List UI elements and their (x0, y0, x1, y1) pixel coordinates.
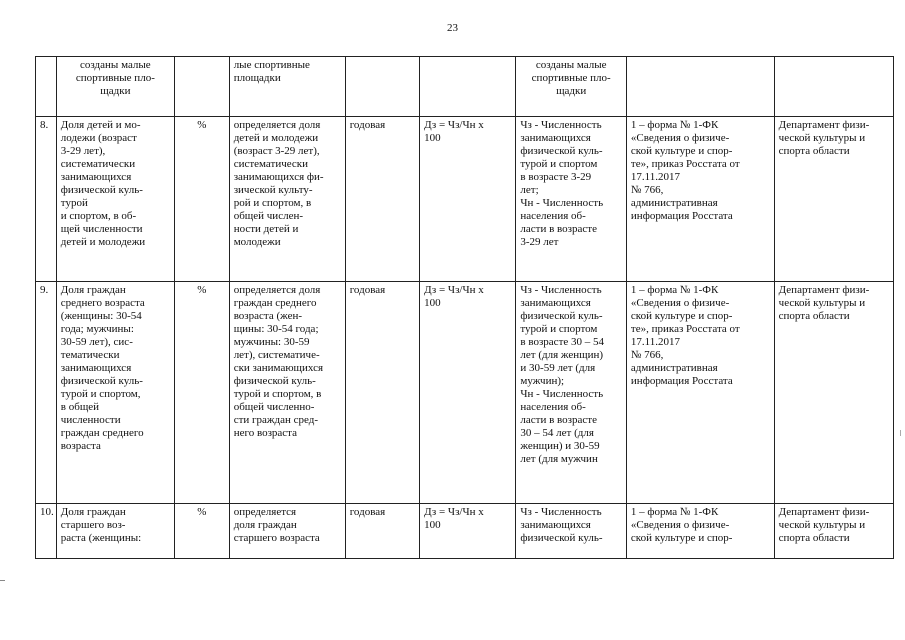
table-row (36, 282, 894, 504)
formula-cell: Дз = Чз/Чн х 100 (420, 282, 516, 504)
source-cell (626, 57, 774, 117)
scan-edge-mark (0, 580, 5, 581)
row-number: 9. (36, 282, 57, 504)
definition-cell: лые спортивные площадки (229, 57, 345, 117)
definition-cell: определяется доля детей и молодежи (возраст 3-29 лет), систематически занимающихся фи- зической культу- рой и спортом, в общей числен- ности детей и молодежи (229, 117, 345, 282)
variables-cell: Чз - Численность занимающихся физической куль- (516, 504, 627, 559)
indicator-cell: Доля детей и мо- лодежи (возраст 3-29 лет), систематически занимающихся физической куль- турой и спортом, в об- щей численности детей и молодежи (56, 117, 174, 282)
indicators-table (35, 56, 894, 559)
row-number: 10. (36, 504, 57, 559)
unit-cell: % (174, 117, 229, 282)
indicator-cell: Доля граждан среднего возраста (женщины: 30-54 года; мужчины: 30-59 лет), сис- тематически занимающихся физической куль- турой и спортом, в общей численности граждан среднего возраста (56, 282, 174, 504)
source-cell: 1 – форма № 1-ФК «Сведения о физиче- ской культуре и спор- (626, 504, 774, 559)
source-cell: 1 – форма № 1-ФК «Сведения о физиче- ской культуре и спор- те», приказ Росстата от 17.11.2017 № 766, административная информация Росстата (626, 282, 774, 504)
table-row (36, 504, 894, 559)
periodicity-cell: годовая (345, 504, 419, 559)
periodicity-cell (345, 57, 419, 117)
formula-cell: Дз = Чз/Чн х 100 (420, 504, 516, 559)
row-number (36, 57, 57, 117)
periodicity-cell: годовая (345, 282, 419, 504)
responsible-cell: Департамент физи- ческой культуры и спорта области (774, 282, 893, 504)
page-number: 23 (447, 22, 458, 34)
responsible-cell (774, 57, 893, 117)
definition-cell: определяется доля граждан старшего возраста (229, 504, 345, 559)
periodicity-cell: годовая (345, 117, 419, 282)
formula-cell (420, 57, 516, 117)
indicator-cell: Доля граждан старшего воз- раста (женщины: (56, 504, 174, 559)
table-row (36, 117, 894, 282)
variables-cell: Чз - Численность занимающихся физической куль- турой и спортом в возрасте 3-29 лет; Чн - Численность населения об- ласти в возрасте 3-29 лет (516, 117, 627, 282)
definition-cell: определяется доля граждан среднего возраста (жен- щины: 30-54 года; мужчины: 30-59 лет), систематиче- ски занимающихся физической куль- турой и спортом, в общей численно- сти граждан сред- него возраста (229, 282, 345, 504)
unit-cell (174, 57, 229, 117)
unit-cell: % (174, 282, 229, 504)
formula-cell: Дз = Чз/Чн х 100 (420, 117, 516, 282)
scan-edge-mark (900, 430, 901, 436)
responsible-cell: Департамент физи- ческой культуры и спорта области (774, 117, 893, 282)
unit-cell: % (174, 504, 229, 559)
responsible-cell: Департамент физи- ческой культуры и спорта области (774, 504, 893, 559)
variables-cell: созданы малые спортивные пло- щадки (516, 57, 627, 117)
row-number: 8. (36, 117, 57, 282)
variables-cell: Чз - Численность занимающихся физической куль- турой и спортом в возрасте 30 – 54 лет (для женщин) и 30-59 лет (для мужчин); Чн - Численность населения об- ласти в возрасте 30 – 54 лет (для женщин) и 30-59 лет (для мужчин (516, 282, 627, 504)
source-cell: 1 – форма № 1-ФК «Сведения о физиче- ской культуре и спор- те», приказ Росстата от 17.11.2017 № 766, административная информация Росстата (626, 117, 774, 282)
table-row (36, 57, 894, 117)
indicator-cell: созданы малые спортивные пло- щадки (56, 57, 174, 117)
